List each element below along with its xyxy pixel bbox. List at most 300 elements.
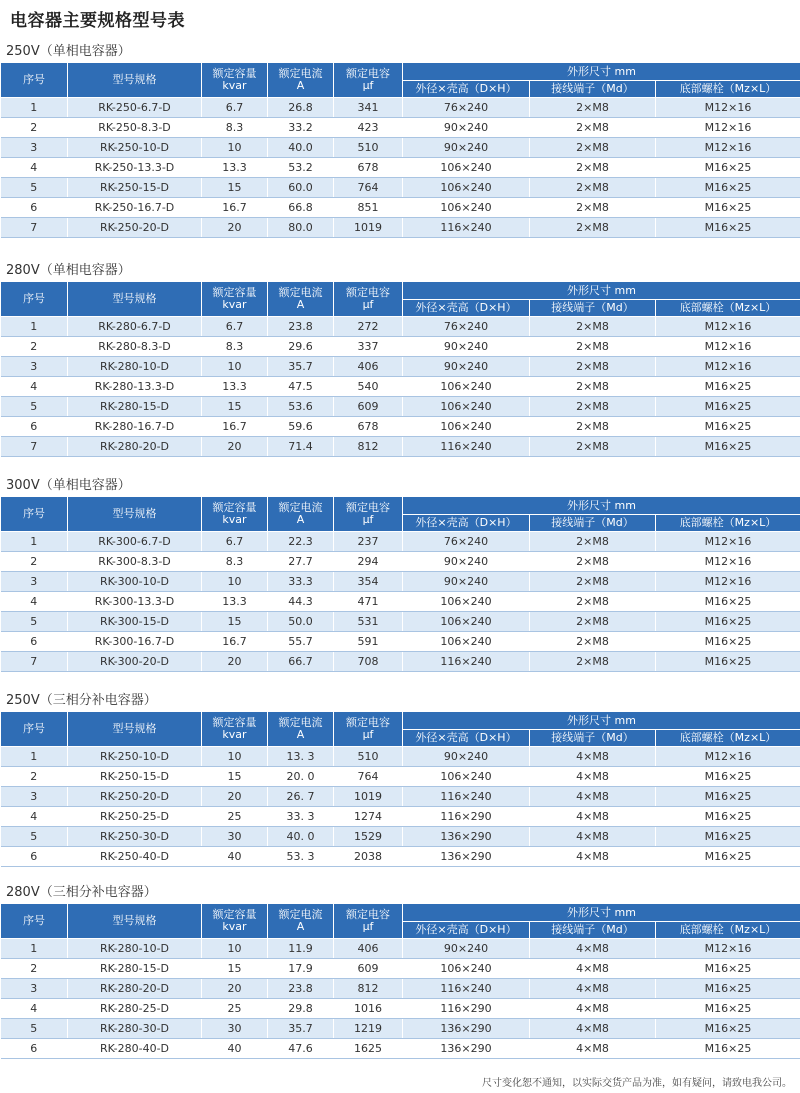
table-cell: RK-280-30-D xyxy=(68,1019,202,1039)
table-cell: M16×25 xyxy=(656,437,800,457)
table-cell: 13. 3 xyxy=(268,747,334,767)
section-title: 280V（三相分补电容器） xyxy=(6,885,157,900)
table-cell: RK-300-8.3-D xyxy=(68,552,202,572)
table-cell: 17.9 xyxy=(268,959,334,979)
header-seq-text: 序号 xyxy=(23,722,45,735)
table-cell: 1019 xyxy=(334,218,403,238)
table-cell: RK-250-8.3-D xyxy=(68,118,202,138)
header-current-text: 额定电流 xyxy=(278,908,323,921)
table-row xyxy=(1,807,800,827)
header-capacity-text: kvar xyxy=(222,728,247,741)
header-dims-dh xyxy=(403,300,530,317)
header-capacitance-text: 额定电容 xyxy=(346,908,390,921)
table-cell: 8.3 xyxy=(202,552,268,572)
table-row xyxy=(1,827,800,847)
header-capacitance-text: μf xyxy=(362,513,374,526)
table-cell: 4×M8 xyxy=(530,827,656,847)
header-dims-mz-text: 底部螺栓（Mz×L） xyxy=(679,923,777,936)
table-cell: M16×25 xyxy=(656,377,800,397)
table-cell: RK-300-13.3-D xyxy=(68,592,202,612)
table-cell: 44.3 xyxy=(268,592,334,612)
table-cell: 4 xyxy=(1,592,68,612)
table-cell: 30 xyxy=(202,1019,268,1039)
header-seq xyxy=(1,282,68,317)
table-row xyxy=(1,138,800,158)
header-model-text: 型号规格 xyxy=(112,722,157,735)
header-current xyxy=(268,712,334,747)
header-capacity-text: 额定容量 xyxy=(212,716,257,729)
header-dims-dh-text: 外径×壳高（D×H） xyxy=(415,923,517,936)
table-cell: RK-280-16.7-D xyxy=(68,417,202,437)
table-cell: 35.7 xyxy=(268,1019,334,1039)
table-row xyxy=(1,767,800,787)
header-dims-mz-text: 底部螺栓（Mz×L） xyxy=(679,301,777,314)
spec-section xyxy=(0,476,800,672)
table-cell: 764 xyxy=(334,767,403,787)
header-capacitance xyxy=(334,282,403,317)
table-cell: 10 xyxy=(202,939,268,959)
table-cell: 2 xyxy=(1,337,68,357)
table-cell: 53.6 xyxy=(268,397,334,417)
table-cell: 90×240 xyxy=(403,138,530,158)
header-seq-text: 序号 xyxy=(23,507,45,520)
header-dims-dh xyxy=(403,515,530,532)
table-cell: 20 xyxy=(202,218,268,238)
table-cell: 2×M8 xyxy=(530,218,656,238)
table-cell: M16×25 xyxy=(656,847,800,867)
spec-table xyxy=(0,903,800,1059)
table-cell: 5 xyxy=(1,178,68,198)
table-cell: M16×25 xyxy=(656,652,800,672)
table-cell: 4×M8 xyxy=(530,979,656,999)
header-model-text: 型号规格 xyxy=(112,292,157,305)
header-dims-dh-text: 外径×壳高（D×H） xyxy=(415,301,517,314)
table-cell: 4×M8 xyxy=(530,847,656,867)
header-current-text: 额定电流 xyxy=(278,716,323,729)
header-seq xyxy=(1,497,68,532)
table-cell: 26. 7 xyxy=(268,787,334,807)
header-dims-mz-text: 底部螺栓（Mz×L） xyxy=(679,731,777,744)
table-cell: M16×25 xyxy=(656,158,800,178)
header-dims-md xyxy=(530,300,656,317)
table-cell: 4 xyxy=(1,807,68,827)
table-cell: 90×240 xyxy=(403,939,530,959)
table-row xyxy=(1,847,800,867)
table-cell: M16×25 xyxy=(656,218,800,238)
table-cell: 812 xyxy=(334,437,403,457)
table-cell: 6.7 xyxy=(202,98,268,118)
header-current-text: 额定电流 xyxy=(278,67,323,80)
table-cell: 609 xyxy=(334,397,403,417)
table-cell: RK-300-10-D xyxy=(68,572,202,592)
table-cell: 2×M8 xyxy=(530,632,656,652)
header-capacity-text: kvar xyxy=(222,298,247,311)
table-cell: 4×M8 xyxy=(530,959,656,979)
table-cell: 5 xyxy=(1,397,68,417)
table-cell: 116×240 xyxy=(403,652,530,672)
table-cell: RK-300-20-D xyxy=(68,652,202,672)
header-dimensions-text: 外形尺寸 mm xyxy=(567,905,636,919)
table-cell: 1274 xyxy=(334,807,403,827)
table-cell: 20 xyxy=(202,979,268,999)
table-cell: 2×M8 xyxy=(530,572,656,592)
header-capacity xyxy=(202,712,268,747)
spec-table xyxy=(0,281,800,457)
header-dims-dh xyxy=(403,922,530,939)
header-dims-dh xyxy=(403,730,530,747)
table-cell: M16×25 xyxy=(656,592,800,612)
table-cell: 6 xyxy=(1,847,68,867)
table-cell: M12×16 xyxy=(656,337,800,357)
table-cell: 812 xyxy=(334,979,403,999)
table-cell: 2×M8 xyxy=(530,98,656,118)
header-current-text: A xyxy=(296,513,305,526)
table-cell: 2 xyxy=(1,118,68,138)
table-row xyxy=(1,337,800,357)
table-cell: M16×25 xyxy=(656,767,800,787)
header-dimensions xyxy=(403,904,800,922)
table-cell: 13.3 xyxy=(202,592,268,612)
table-cell: 136×290 xyxy=(403,1019,530,1039)
table-cell: 6 xyxy=(1,1039,68,1059)
table-row xyxy=(1,552,800,572)
header-dimensions-text: 外形尺寸 mm xyxy=(567,713,636,727)
page-title: 电容器主要规格型号表 xyxy=(10,11,185,31)
table-cell: 337 xyxy=(334,337,403,357)
table-cell: 294 xyxy=(334,552,403,572)
header-dimensions-text: 外形尺寸 mm xyxy=(567,498,636,512)
table-cell: 116×240 xyxy=(403,979,530,999)
table-cell: 4 xyxy=(1,377,68,397)
table-cell: 2×M8 xyxy=(530,118,656,138)
section-title: 250V（三相分补电容器） xyxy=(6,693,157,708)
table-cell: M12×16 xyxy=(656,572,800,592)
table-cell: 106×240 xyxy=(403,178,530,198)
table-row xyxy=(1,612,800,632)
header-seq-text: 序号 xyxy=(23,914,45,927)
table-cell: 540 xyxy=(334,377,403,397)
table-cell: 40 xyxy=(202,1039,268,1059)
header-dims-dh-text: 外径×壳高（D×H） xyxy=(415,516,517,529)
header-capacity-text: 额定容量 xyxy=(212,286,257,299)
table-cell: M16×25 xyxy=(656,632,800,652)
table-cell: 851 xyxy=(334,198,403,218)
table-row xyxy=(1,198,800,218)
table-cell: M16×25 xyxy=(656,1019,800,1039)
header-capacitance-text: 额定电容 xyxy=(346,716,390,729)
table-row xyxy=(1,218,800,238)
table-cell: RK-280-13.3-D xyxy=(68,377,202,397)
header-dims-dh xyxy=(403,81,530,98)
table-row xyxy=(1,317,800,337)
header-dims-mz xyxy=(656,300,800,317)
header-capacity xyxy=(202,904,268,939)
table-cell: 2×M8 xyxy=(530,317,656,337)
table-cell: RK-250-20-D xyxy=(68,218,202,238)
table-cell: 2 xyxy=(1,959,68,979)
table-cell: M16×25 xyxy=(656,979,800,999)
table-cell: 6 xyxy=(1,632,68,652)
header-capacitance-text: μf xyxy=(362,920,374,933)
table-cell: 1016 xyxy=(334,999,403,1019)
header-model xyxy=(68,63,202,98)
header-current xyxy=(268,497,334,532)
table-cell: 90×240 xyxy=(403,747,530,767)
header-seq xyxy=(1,63,68,98)
table-cell: 3 xyxy=(1,572,68,592)
table-cell: 2×M8 xyxy=(530,592,656,612)
header-seq xyxy=(1,904,68,939)
table-cell: 1019 xyxy=(334,787,403,807)
table-cell: 5 xyxy=(1,612,68,632)
header-current xyxy=(268,63,334,98)
table-cell: 2×M8 xyxy=(530,337,656,357)
table-cell: 16.7 xyxy=(202,417,268,437)
table-cell: 7 xyxy=(1,437,68,457)
header-dims-md-text: 接线端子（Md） xyxy=(551,516,634,529)
table-cell: 136×290 xyxy=(403,847,530,867)
table-cell: 4×M8 xyxy=(530,787,656,807)
table-cell: M12×16 xyxy=(656,118,800,138)
header-capacitance xyxy=(334,63,403,98)
table-cell: 106×240 xyxy=(403,959,530,979)
header-seq-text: 序号 xyxy=(23,292,45,305)
table-cell: M16×25 xyxy=(656,178,800,198)
header-capacitance xyxy=(334,497,403,532)
header-seq xyxy=(1,712,68,747)
table-cell: 15 xyxy=(202,767,268,787)
table-row xyxy=(1,357,800,377)
table-cell: RK-280-15-D xyxy=(68,959,202,979)
table-cell: 1219 xyxy=(334,1019,403,1039)
table-cell: M16×25 xyxy=(656,198,800,218)
table-cell: 4×M8 xyxy=(530,767,656,787)
table-cell: M12×16 xyxy=(656,939,800,959)
table-cell: RK-280-10-D xyxy=(68,357,202,377)
table-cell: 59.6 xyxy=(268,417,334,437)
spec-table xyxy=(0,496,800,672)
table-row xyxy=(1,377,800,397)
table-row xyxy=(1,592,800,612)
header-dimensions xyxy=(403,63,800,81)
table-cell: RK-250-40-D xyxy=(68,847,202,867)
table-cell: 53.2 xyxy=(268,158,334,178)
table-cell: 237 xyxy=(334,532,403,552)
table-cell: 708 xyxy=(334,652,403,672)
header-capacity xyxy=(202,497,268,532)
table-cell: 20 xyxy=(202,652,268,672)
header-dims-md-text: 接线端子（Md） xyxy=(551,82,634,95)
table-cell: M12×16 xyxy=(656,138,800,158)
header-dims-md-text: 接线端子（Md） xyxy=(551,923,634,936)
table-cell: 15 xyxy=(202,178,268,198)
table-cell: 4×M8 xyxy=(530,939,656,959)
table-cell: 10 xyxy=(202,357,268,377)
table-cell: RK-250-16.7-D xyxy=(68,198,202,218)
header-seq-text: 序号 xyxy=(23,73,45,86)
table-cell: RK-280-6.7-D xyxy=(68,317,202,337)
table-row xyxy=(1,652,800,672)
header-dims-md-text: 接线端子（Md） xyxy=(551,301,634,314)
table-cell: 90×240 xyxy=(403,357,530,377)
table-cell: 90×240 xyxy=(403,552,530,572)
table-cell: RK-280-8.3-D xyxy=(68,337,202,357)
table-cell: M16×25 xyxy=(656,999,800,1019)
table-cell: 4×M8 xyxy=(530,1039,656,1059)
header-dimensions-text: 外形尺寸 mm xyxy=(567,64,636,78)
table-cell: 20 xyxy=(202,437,268,457)
table-cell: 15 xyxy=(202,397,268,417)
table-cell: 35.7 xyxy=(268,357,334,377)
table-cell: 2 xyxy=(1,767,68,787)
table-row xyxy=(1,999,800,1019)
table-cell: RK-280-25-D xyxy=(68,999,202,1019)
table-cell: 106×240 xyxy=(403,377,530,397)
table-cell: M16×25 xyxy=(656,787,800,807)
header-dims-mz xyxy=(656,515,800,532)
spec-section xyxy=(0,691,800,867)
table-cell: 23.8 xyxy=(268,317,334,337)
header-dims-mz-text: 底部螺栓（Mz×L） xyxy=(679,82,777,95)
table-cell: 5 xyxy=(1,827,68,847)
header-capacity xyxy=(202,63,268,98)
header-dimensions xyxy=(403,712,800,730)
table-cell: M12×16 xyxy=(656,357,800,377)
header-current xyxy=(268,904,334,939)
header-dims-md-text: 接线端子（Md） xyxy=(551,731,634,744)
table-cell: 2×M8 xyxy=(530,178,656,198)
header-dims-md xyxy=(530,515,656,532)
section-title: 250V（单相电容器） xyxy=(6,44,131,59)
header-capacitance-text: 额定电容 xyxy=(346,286,390,299)
table-cell: 11.9 xyxy=(268,939,334,959)
table-cell: 29.8 xyxy=(268,999,334,1019)
table-cell: 80.0 xyxy=(268,218,334,238)
table-cell: RK-280-15-D xyxy=(68,397,202,417)
table-cell: 678 xyxy=(334,158,403,178)
header-capacity xyxy=(202,282,268,317)
table-cell: 2×M8 xyxy=(530,198,656,218)
table-cell: 55.7 xyxy=(268,632,334,652)
table-cell: RK-300-15-D xyxy=(68,612,202,632)
spec-section xyxy=(0,42,800,238)
header-dims-md xyxy=(530,730,656,747)
table-cell: 90×240 xyxy=(403,337,530,357)
table-cell: 4×M8 xyxy=(530,807,656,827)
table-cell: 1 xyxy=(1,532,68,552)
header-model xyxy=(68,712,202,747)
table-cell: 33. 3 xyxy=(268,807,334,827)
table-cell: M16×25 xyxy=(656,807,800,827)
header-capacitance-text: μf xyxy=(362,298,374,311)
table-cell: M12×16 xyxy=(656,747,800,767)
table-cell: 116×290 xyxy=(403,999,530,1019)
table-cell: 406 xyxy=(334,939,403,959)
table-cell: 53. 3 xyxy=(268,847,334,867)
table-cell: M16×25 xyxy=(656,959,800,979)
header-current-text: A xyxy=(296,920,305,933)
header-dims-dh-text: 外径×壳高（D×H） xyxy=(415,731,517,744)
table-cell: 6.7 xyxy=(202,532,268,552)
table-cell: RK-250-15-D xyxy=(68,767,202,787)
table-cell: 106×240 xyxy=(403,612,530,632)
spec-section xyxy=(0,883,800,1059)
table-row xyxy=(1,1019,800,1039)
table-cell: 4 xyxy=(1,158,68,178)
table-cell: 1529 xyxy=(334,827,403,847)
header-current xyxy=(268,282,334,317)
table-cell: 76×240 xyxy=(403,532,530,552)
table-cell: 2×M8 xyxy=(530,437,656,457)
table-cell: 106×240 xyxy=(403,198,530,218)
table-cell: 10 xyxy=(202,572,268,592)
table-cell: 1625 xyxy=(334,1039,403,1059)
table-cell: 764 xyxy=(334,178,403,198)
table-row xyxy=(1,747,800,767)
header-current-text: 额定电流 xyxy=(278,286,323,299)
table-cell: 23.8 xyxy=(268,979,334,999)
table-cell: 25 xyxy=(202,999,268,1019)
table-cell: 3 xyxy=(1,138,68,158)
table-cell: 678 xyxy=(334,417,403,437)
table-cell: RK-250-30-D xyxy=(68,827,202,847)
footer-note: 尺寸变化恕不通知，以实际交货产品为准，如有疑问，请致电我公司。 xyxy=(482,1078,792,1089)
table-cell: 106×240 xyxy=(403,158,530,178)
table-cell: RK-280-40-D xyxy=(68,1039,202,1059)
table-cell: 4 xyxy=(1,999,68,1019)
table-row xyxy=(1,979,800,999)
header-capacitance xyxy=(334,904,403,939)
table-cell: 136×290 xyxy=(403,827,530,847)
table-cell: 2×M8 xyxy=(530,158,656,178)
table-cell: 7 xyxy=(1,218,68,238)
table-cell: 531 xyxy=(334,612,403,632)
header-dims-mz xyxy=(656,730,800,747)
table-row xyxy=(1,178,800,198)
table-cell: M16×25 xyxy=(656,397,800,417)
table-row xyxy=(1,98,800,118)
header-dims-mz xyxy=(656,922,800,939)
table-cell: 33.2 xyxy=(268,118,334,138)
table-row xyxy=(1,939,800,959)
table-cell: 26.8 xyxy=(268,98,334,118)
header-capacity-text: 额定容量 xyxy=(212,67,257,80)
header-dimensions-text: 外形尺寸 mm xyxy=(567,283,636,297)
table-row xyxy=(1,1039,800,1059)
table-cell: M12×16 xyxy=(656,98,800,118)
table-cell: 60.0 xyxy=(268,178,334,198)
table-cell: 40 xyxy=(202,847,268,867)
table-cell: RK-280-10-D xyxy=(68,939,202,959)
table-cell: 2×M8 xyxy=(530,357,656,377)
header-dimensions xyxy=(403,497,800,515)
table-cell: 341 xyxy=(334,98,403,118)
table-cell: 8.3 xyxy=(202,337,268,357)
table-cell: 272 xyxy=(334,317,403,337)
table-cell: 2×M8 xyxy=(530,397,656,417)
table-cell: M12×16 xyxy=(656,552,800,572)
table-cell: 2×M8 xyxy=(530,652,656,672)
header-capacity-text: kvar xyxy=(222,79,247,92)
table-cell: M16×25 xyxy=(656,827,800,847)
table-row xyxy=(1,959,800,979)
header-dims-mz xyxy=(656,81,800,98)
table-cell: 106×240 xyxy=(403,397,530,417)
table-cell: 3 xyxy=(1,357,68,377)
table-row xyxy=(1,417,800,437)
table-cell: 66.7 xyxy=(268,652,334,672)
table-cell: 15 xyxy=(202,959,268,979)
